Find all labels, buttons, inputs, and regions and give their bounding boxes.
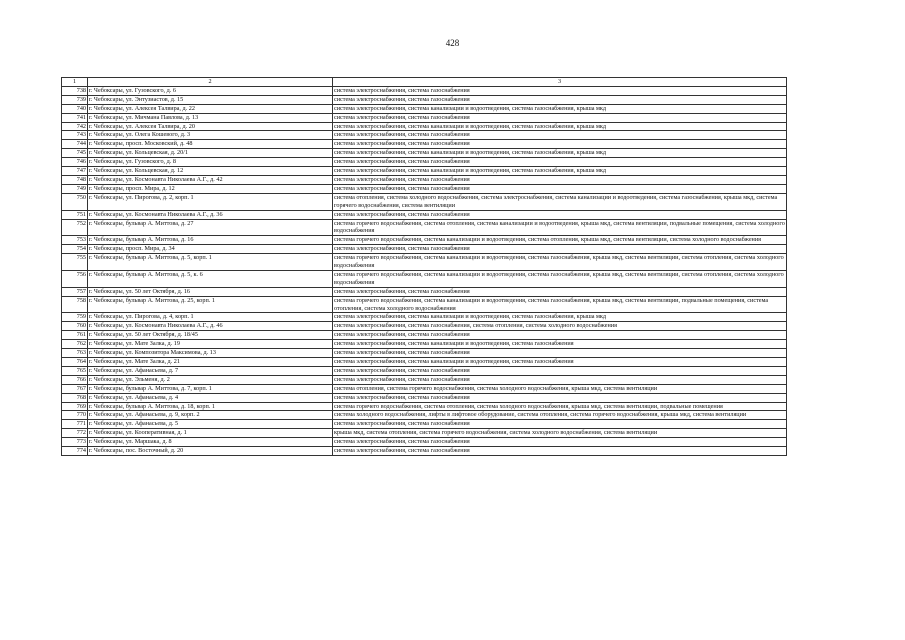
row-systems: система электроснабжения, система газоснабжения — [333, 140, 787, 149]
table-row — [62, 236, 787, 245]
row-address: г. Чебоксары, ул. Афанасьева, д. 4 — [88, 393, 333, 402]
row-number: 767 — [62, 384, 88, 393]
row-address: г. Чебоксары, просп. Мира, д. 12 — [88, 184, 333, 193]
row-address: г. Чебоксары, ул. Афанасьева, д. 9, корп. 2 — [88, 411, 333, 420]
table-row — [62, 167, 787, 176]
row-number: 739 — [62, 95, 88, 104]
row-address: г. Чебоксары, ул. Маршака, д. 8 — [88, 438, 333, 447]
row-address: г. Чебоксары, бульвар А. Миттова, д. 25, корп. 1 — [88, 296, 333, 313]
row-systems: система электроснабжения, система канализации и водоотведения, система газоснабжения — [333, 340, 787, 349]
table-row — [62, 140, 787, 149]
row-systems: система электроснабжения, система газоснабжения — [333, 438, 787, 447]
row-systems: система горячего водоснабжения, система отопления, система канализации и водоотведения, крыша мкд, система вентиляции, подвальные помещения, система холодного водоснабжения — [334, 219, 785, 235]
row-address: г. Чебоксары, ул. Пирогова, д. 2, корп. 1 — [88, 193, 333, 210]
table-row — [62, 158, 787, 167]
row-systems: система горячего водоснабжения, система канализации и водоотведения, система газоснабжения, крыша мкд, система вентиляции, система отопления, система холодного водоснабжения — [333, 270, 787, 287]
table-row — [62, 375, 787, 384]
row-systems: система отопления, система холодного водоснабжения, система электроснабжения, система канализации и водоотведения, система газоснабжения, крыша мкд, система горячего водоснабжения, система вентиляции — [333, 193, 787, 210]
row-systems: система электроснабжения, система газоснабжения — [333, 366, 787, 375]
row-number: 758 — [62, 296, 88, 313]
row-systems: система электроснабжения, система канализации и водоотведения, система газоснабжения — [333, 358, 787, 367]
row-number: 741 — [62, 113, 88, 122]
row-address: г. Чебоксары, ул. Алексея Талвира, д. 22 — [88, 104, 333, 113]
row-systems: система электроснабжения, система газоснабжения — [333, 375, 787, 384]
row-systems: система электроснабжения, система газоснабжения — [333, 158, 787, 167]
row-number: 746 — [62, 158, 88, 167]
row-number: 772 — [62, 429, 88, 438]
row-number: 745 — [62, 149, 88, 158]
row-systems: система электроснабжения, система газоснабжения — [333, 447, 787, 456]
row-systems: система электроснабжения, система канализации и водоотведения, система газоснабжения, крыша мкд — [333, 122, 787, 131]
header-col-2: 2 — [88, 78, 333, 87]
row-systems: система электроснабжения, система газоснабжения — [333, 420, 787, 429]
row-number: 759 — [62, 313, 88, 322]
table-row — [62, 402, 787, 411]
page-number: 428 — [445, 38, 460, 48]
row-systems: система электроснабжения, система газоснабжения — [333, 210, 787, 219]
table-row — [62, 349, 787, 358]
row-address: г. Чебоксары, ул. Афанасьева, д. 7 — [88, 366, 333, 375]
table-row — [62, 322, 787, 331]
row-number: 761 — [62, 331, 88, 340]
row-number: 748 — [62, 175, 88, 184]
row-address: г. Чебоксары, ул. Мичмана Павлова, д. 13 — [88, 113, 333, 122]
row-address: г. Чебоксары, пос. Восточный, д. 20 — [88, 447, 333, 456]
row-systems: система отопления, система горячего водоснабжения, система холодного водоснабжения, крыша мкд, система вентиляции — [333, 384, 787, 393]
table-row — [62, 104, 787, 113]
row-number: 753 — [62, 236, 88, 245]
header-col-3: 3 — [333, 78, 787, 87]
table-row — [62, 313, 787, 322]
buildings-table — [61, 77, 787, 456]
row-address: г. Чебоксары, ул. Пирогова, д. 4, корп. 1 — [88, 313, 333, 322]
table-row — [62, 287, 787, 296]
table-body — [62, 86, 787, 455]
row-systems: система электроснабжения, система газоснабжения — [333, 287, 787, 296]
table-row — [62, 393, 787, 402]
row-number: 771 — [62, 420, 88, 429]
table-row — [62, 210, 787, 219]
row-number: 774 — [62, 447, 88, 456]
row-address: г. Чебоксары, бульвар А. Миттова, д. 27 — [88, 219, 333, 236]
row-number: 742 — [62, 122, 88, 131]
row-address: г. Чебоксары, ул. Мате Залка, д. 21 — [88, 358, 333, 367]
row-address: г. Чебоксары, ул. Гузовского, д. 6 — [88, 86, 333, 95]
row-address: г. Чебоксары, бульвар А. Миттова, д. 5, корп. 1 — [88, 254, 333, 271]
row-address: г. Чебоксары, ул. Космонавта Николаева А.Г., д. 42 — [88, 175, 333, 184]
table-row — [62, 254, 787, 271]
row-number: 749 — [62, 184, 88, 193]
row-systems: система горячего водоснабжения, система отопления, система холодного водоснабжения, крыша мкд, система вентиляции, подвальные помещения — [333, 402, 787, 411]
row-number: 751 — [62, 210, 88, 219]
row-systems: крыша мкд, система отопления, система горячего водоснабжения, система холодного водоснабжения, система вентиляции — [333, 429, 787, 438]
table-row — [62, 245, 787, 254]
row-number: 773 — [62, 438, 88, 447]
row-number: 738 — [62, 86, 88, 95]
row-address: г. Чебоксары, ул. Эльменя, д. 2 — [88, 375, 333, 384]
table-row — [62, 340, 787, 349]
row-number: 764 — [62, 358, 88, 367]
row-systems: система горячего водоснабжения, система канализации и водоотведения, система отопления, крыша мкд, система вентиляции, система холодного водоснабжения — [333, 236, 787, 245]
row-systems: система электроснабжения, система газоснабжения — [333, 86, 787, 95]
table-row — [62, 122, 787, 131]
table-row — [62, 113, 787, 122]
row-address: г. Чебоксары, ул. Афанасьева, д. 5 — [88, 420, 333, 429]
row-systems: система электроснабжения, система газоснабжения, система отопления, система холодного водоснабжения — [333, 322, 787, 331]
row-number: 770 — [62, 411, 88, 420]
row-number: 744 — [62, 140, 88, 149]
row-systems: система электроснабжения, система канализации и водоотведения, система газоснабжения, крыша мкд — [333, 149, 787, 158]
table-row — [62, 447, 787, 456]
table-row — [62, 366, 787, 375]
row-systems: система электроснабжения, система канализации и водоотведения, система газоснабжения, крыша мкд — [333, 167, 787, 176]
row-systems: система электроснабжения, система газоснабжения — [333, 331, 787, 340]
row-systems: система электроснабжения, система газоснабжения — [333, 349, 787, 358]
row-number: 763 — [62, 349, 88, 358]
table-row — [62, 149, 787, 158]
row-address: г. Чебоксары, ул. Композитора Максимова, д. 13 — [88, 349, 333, 358]
row-address: г. Чебоксары, просп. Мира, д. 34 — [88, 245, 333, 254]
table-row — [62, 438, 787, 447]
table-row — [62, 131, 787, 140]
row-address: г. Чебоксары, ул. Космонавта Николаева А.Г., д. 36 — [88, 210, 333, 219]
row-address: г. Чебоксары, ул. Алексея Талвира, д. 20 — [88, 122, 333, 131]
row-systems: система электроснабжения, система газоснабжения — [333, 113, 787, 122]
row-address: г. Чебоксары, просп. Московский, д. 48 — [88, 140, 333, 149]
row-number: 750 — [62, 193, 88, 210]
row-number: 766 — [62, 375, 88, 384]
table-row — [62, 270, 787, 287]
row-number: 757 — [62, 287, 88, 296]
row-number: 754 — [62, 245, 88, 254]
table-row — [62, 86, 787, 95]
row-systems: система электроснабжения, система газоснабжения — [333, 95, 787, 104]
row-address: г. Чебоксары, ул. Кооперативная, д. 1 — [88, 429, 333, 438]
row-address: г. Чебоксары, бульвар А. Миттова, д. 16 — [88, 236, 333, 245]
row-systems: система электроснабжения, система газоснабжения — [333, 184, 787, 193]
row-systems: система электроснабжения, система канализации и водоотведения, система газоснабжения, крыша мкд — [333, 313, 787, 322]
row-address: г. Чебоксары, ул. Кольцевская, д. 12 — [88, 167, 333, 176]
row-systems: система электроснабжения, система газоснабжения — [333, 131, 787, 140]
row-systems: система электроснабжения, система газоснабжения — [333, 393, 787, 402]
row-number: 740 — [62, 104, 88, 113]
row-systems: система электроснабжения, система газоснабжения — [333, 245, 787, 254]
row-number: 752 — [62, 219, 88, 236]
row-address: г. Чебоксары, ул. 50 лет Октября, д. 16 — [88, 287, 333, 296]
row-systems: система электроснабжения, система канализации и водоотведения, система газоснабжения, крыша мкд — [333, 104, 787, 113]
row-number: 762 — [62, 340, 88, 349]
row-systems: система горячего водоснабжения, система канализации и водоотведения, система газоснабжения, крыша мкд, система вентиляции, подвальные помещения, система отопления, система холодного водоснабжения — [333, 296, 787, 313]
table-row — [62, 95, 787, 104]
row-number: 747 — [62, 167, 88, 176]
table-row — [62, 384, 787, 393]
row-address: г. Чебоксары, бульвар А. Миттова, д. 5, к. 6 — [88, 270, 333, 287]
table-row — [62, 420, 787, 429]
row-systems: система электроснабжения, система газоснабжения — [333, 175, 787, 184]
table-row — [62, 358, 787, 367]
row-number: 769 — [62, 402, 88, 411]
table-row — [62, 193, 787, 210]
row-address: г. Чебоксары, бульвар А. Миттова, д. 18, корп. 1 — [88, 402, 333, 411]
row-address: г. Чебоксары, ул. Олега Кошевого, д. 3 — [88, 131, 333, 140]
row-number: 768 — [62, 393, 88, 402]
row-address: г. Чебоксары, ул. Мате Залка, д. 19 — [88, 340, 333, 349]
table-row — [62, 184, 787, 193]
table-header — [62, 78, 787, 87]
row-address: г. Чебоксары, ул. Гузовского, д. 8 — [88, 158, 333, 167]
row-address: г. Чебоксары, ул. 50 лет Октября, д. 18/45 — [88, 331, 333, 340]
row-number: 755 — [62, 254, 88, 271]
row-address: г. Чебоксары, ул. Энтузиастов, д. 15 — [88, 95, 333, 104]
table-row — [62, 411, 787, 420]
row-systems: система горячего водоснабжения, система канализации и водоотведения, система газоснабжения, крыша мкд, система вентиляции, система отопления, система холодного водоснабжения — [333, 254, 787, 271]
row-address: г. Чебоксары, ул. Космонавта Николаева А.Г., д. 46 — [88, 322, 333, 331]
table-row — [62, 331, 787, 340]
header-col-1: 1 — [62, 78, 88, 87]
row-number: 743 — [62, 131, 88, 140]
row-number: 756 — [62, 270, 88, 287]
table-row — [62, 296, 787, 313]
row-number: 765 — [62, 366, 88, 375]
row-address: г. Чебоксары, ул. Кольцевская, д. 20/1 — [88, 149, 333, 158]
row-systems: система холодного водоснабжения, лифты в лифтовое оборудование, система отопления, система горячего водоснабжения, крыша мкд, система вентиляции — [333, 411, 787, 420]
table-row — [62, 429, 787, 438]
table-row — [62, 219, 787, 236]
row-address: г. Чебоксары, бульвар А. Миттова, д. 7, корп. 1 — [88, 384, 333, 393]
table-row — [62, 175, 787, 184]
row-number: 760 — [62, 322, 88, 331]
